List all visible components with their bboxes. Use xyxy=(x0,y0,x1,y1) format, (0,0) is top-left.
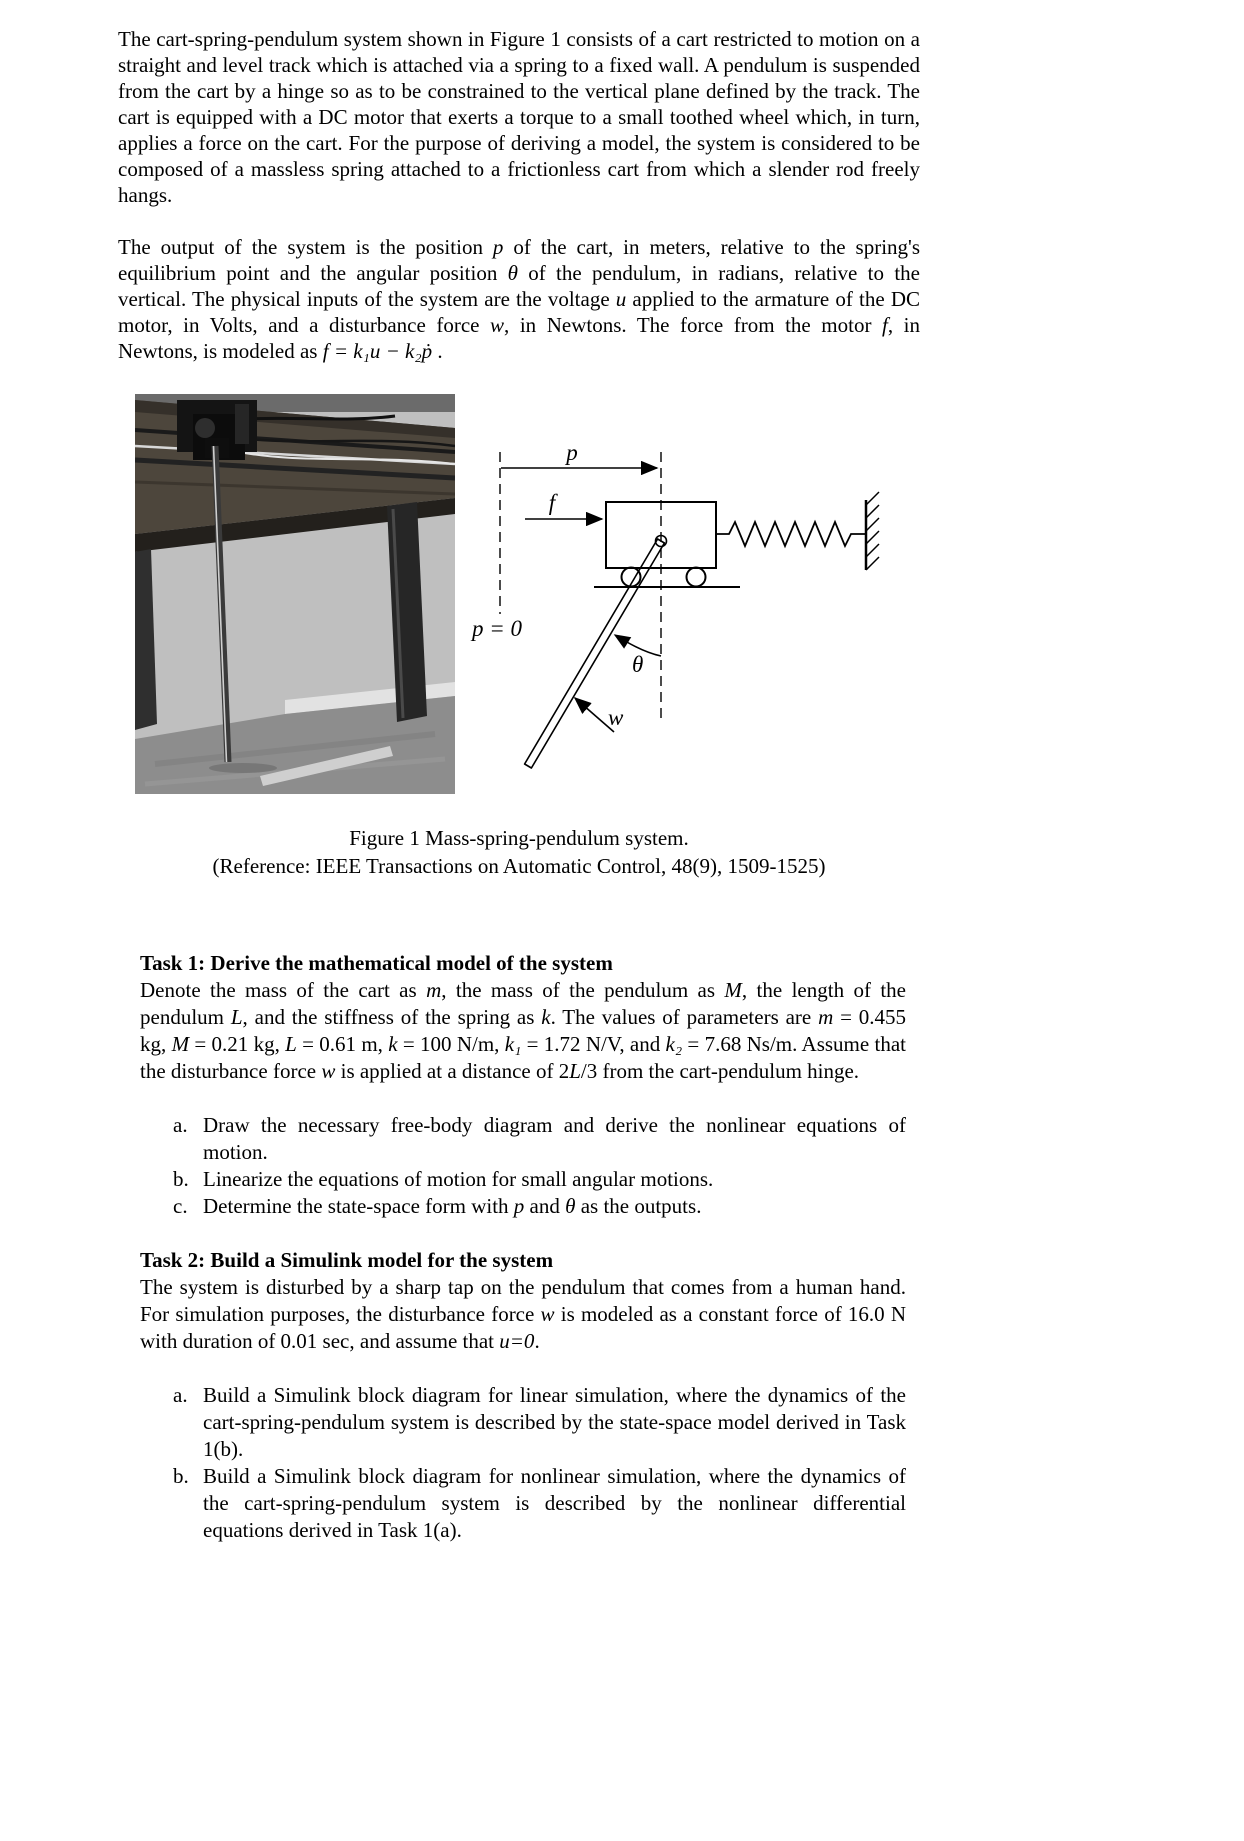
figure-caption-line2: (Reference: IEEE Transactions on Automatic Control, 48(9), 1509-1525) xyxy=(212,854,826,878)
task-2-list xyxy=(140,1382,906,1544)
list-item-text: Build a Simulink block diagram for nonlinear simulation, where the dynamics of the cart-spring-pendulum system is described by the nonlinear differential equations derived in Task 1(a). xyxy=(203,1464,906,1542)
list-item-text: Build a Simulink block diagram for linear simulation, where the dynamics of the cart-spring-pendulum system is described by the state-space model derived in Task 1(b). xyxy=(203,1383,906,1461)
task-1-list xyxy=(140,1112,906,1220)
list-item xyxy=(140,1112,906,1166)
apparatus-photo-image xyxy=(135,394,455,794)
task-1-heading: Task 1: Derive the mathematical model of the system xyxy=(140,951,613,975)
list-item-marker: a. xyxy=(173,1383,188,1407)
system-diagram-image xyxy=(468,446,920,788)
spring-coil xyxy=(716,522,866,546)
wall-hatching xyxy=(866,492,879,570)
photo-bracket xyxy=(235,404,249,444)
list-item xyxy=(140,1463,906,1544)
label-f: f xyxy=(548,490,556,515)
system-diagram xyxy=(468,446,920,788)
task-1 xyxy=(140,950,906,1220)
list-item-marker: c. xyxy=(173,1194,188,1218)
task-1-body: Denote the mass of the cart as m, the mass of the pendulum as M, the length of the pendulum L, and the stiffness of the spring as k. The values of parameters are m = 0.455 kg, M = 0.21 kg, L = 0.61 m, k = 100 N/m, k₁ = 1.72 N/V, and k₂ = 7.68 Ns/m. Assume that the disturbance force w is applied at a distance of 2L/3 from the cart-pendulum hinge. xyxy=(140,978,907,1083)
apparatus-photo xyxy=(135,394,455,794)
label-w: w xyxy=(608,705,624,730)
task-2-body: The system is disturbed by a sharp tap on the pendulum that comes from a human hand. For simulation purposes, the disturbance force w is modeled as a constant force of 16.0 N with duration of 0.01 sec, and assume that u=0. xyxy=(140,1275,906,1353)
list-item-marker: a. xyxy=(173,1113,188,1137)
list-item-text: Determine the state-space form with p and θ as the outputs. xyxy=(203,1194,702,1218)
photo-motor-wheel xyxy=(195,418,215,438)
list-item xyxy=(140,1382,906,1463)
intro-paragraph-1: The cart-spring-pendulum system shown in Figure 1 consists of a cart restricted to motion on a straight and level track which is attached via a spring to a fixed wall. A pendulum is suspended from the cart by a hinge so as to be constrained to the vertical plane defined by the track. The cart is equipped with a DC motor that exerts a torque to a small toothed wheel which, in turn, applies a force on the cart. For the purpose of deriving a model, the system is considered to be composed of a massless spring attached to a frictionless cart from which a slender rod freely hangs. xyxy=(118,27,920,207)
task-2-heading: Task 2: Build a Simulink model for the system xyxy=(140,1248,554,1272)
list-item-marker: b. xyxy=(173,1464,189,1488)
list-item-text: Linearize the equations of motion for small angular motions. xyxy=(203,1167,714,1191)
label-p: p xyxy=(566,446,578,465)
list-item xyxy=(140,1166,906,1193)
text-column xyxy=(118,26,920,1544)
label-theta: θ xyxy=(632,652,644,677)
figure-caption xyxy=(118,824,920,880)
list-item-marker: b. xyxy=(173,1167,189,1191)
figure-caption-line1: Figure 1 Mass-spring-pendulum system. xyxy=(349,826,689,850)
intro-paragraph-2: The output of the system is the position p of the cart, in meters, relative to the spring's equilibrium point and the angular position θ of the pendulum, in radians, relative to the vertical. The physical inputs of the system are the voltage u applied to the armature of the DC motor, in Volts, and a disturbance force w, in Newtons. The force from the motor f, in Newtons, is modeled as f = k₁u − k₂ṗ . xyxy=(118,235,920,363)
cart-wheel-right xyxy=(687,568,706,587)
label-p-zero: p = 0 xyxy=(472,616,523,641)
tasks-section xyxy=(140,950,906,1544)
pendulum-rod xyxy=(525,539,665,768)
list-item-text: Draw the necessary free-body diagram and derive the nonlinear equations of motion. xyxy=(203,1113,906,1164)
photo-rod-shadow xyxy=(209,763,277,773)
figure-1 xyxy=(118,394,920,796)
task-2 xyxy=(140,1247,906,1544)
list-item xyxy=(140,1193,906,1220)
